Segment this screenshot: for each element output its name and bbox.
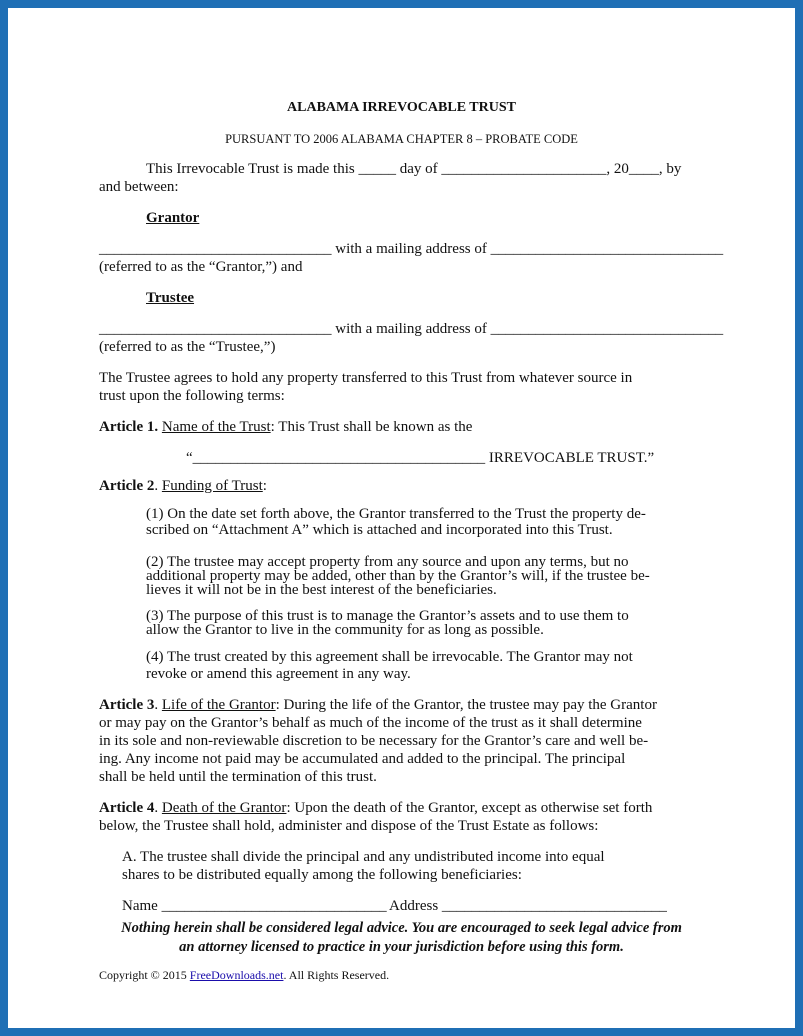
funding-item-1-line-1: (1) On the date set forth above, the Grantor transferred to the Trust the property de- <box>146 506 646 522</box>
beneficiary-name-field: Name ______________________________ <box>122 898 387 914</box>
agreement-line-2: trust upon the following terms: <box>99 388 285 404</box>
article-3-line-5: shall be held until the termination of this trust. <box>99 769 377 785</box>
article-3-line-3: in its sole and non-reviewable discretion to be necessary for the Grantor’s care and well be- <box>99 733 649 749</box>
article-4-item-a-line-2: shares to be distributed equally among the following beneficiaries: <box>122 867 522 883</box>
article-3-label: Article 3 <box>99 697 155 713</box>
intro-line-1: This Irrevocable Trust is made this _____ day of ______________________, 20____, by <box>146 161 682 177</box>
funding-item-2-line-2: additional property may be added, other than by the Grantor’s will, if the trustee be- <box>146 568 650 584</box>
intro-line-2: and between: <box>99 179 179 195</box>
funding-item-3-line-1: (3) The purpose of this trust is to manage the Grantor’s assets and to use them to <box>146 608 629 624</box>
funding-item-1-line-2: scribed on “Attachment A” which is attached and incorporated into this Trust. <box>146 522 613 538</box>
trustee-line: _______________________________ with a mailing address of _______________________________ <box>99 321 724 337</box>
trustee-reference: (referred to as the “Trustee,”) <box>99 339 276 355</box>
article-2: Article 2. Funding of Trust: <box>99 478 267 494</box>
article-3-line-2: or may pay on the Grantor’s behalf as much of the income of the trust as it shall determine <box>99 715 642 731</box>
funding-item-4-line-1: (4) The trust created by this agreement shall be irrevocable. The Grantor may not <box>146 649 633 665</box>
trust-name-line: “_______________________________________ IRREVOCABLE TRUST.” <box>186 450 655 466</box>
article-4-label: Article 4 <box>99 800 155 816</box>
agreement-line-1: The Trustee agrees to hold any property transferred to this Trust from whatever source in <box>99 370 633 386</box>
article-1 <box>99 418 472 436</box>
article-4-heading: Death of the Grantor <box>161 800 287 816</box>
article-3-heading: Life of the Grantor <box>161 697 276 713</box>
article-2-label: Article 2 <box>99 478 155 494</box>
funding-item-3-line-2: allow the Grantor to live in the community for as long as possible. <box>146 622 544 638</box>
funding-item-2-line-3: lieves it will not be in the best interest of the beneficiaries. <box>146 582 497 598</box>
document-subtitle: PURSUANT TO 2006 ALABAMA CHAPTER 8 – PROBATE CODE <box>225 132 578 146</box>
grantor-heading: Grantor <box>146 210 200 226</box>
trustee-heading: Trustee <box>146 290 195 306</box>
article-1-label: Article 1. <box>99 419 159 435</box>
article-4-line-2: below, the Trustee shall hold, administer and dispose of the Trust Estate as follows: <box>99 818 599 834</box>
funding-item-4-line-2: revoke or amend this agreement in any way. <box>146 666 411 682</box>
document-page <box>8 8 795 1028</box>
beneficiary-address-field: Address ______________________________ <box>389 898 667 914</box>
article-2-heading: Funding of Trust <box>161 478 263 494</box>
disclaimer-line-2: an attorney licensed to practice in your jurisdiction before using this form. <box>179 939 624 955</box>
document-title: ALABAMA IRREVOCABLE TRUST <box>287 100 516 115</box>
article-4: Article 4. Death of the Grantor: Upon the death of the Grantor, except as otherwise set forth <box>99 800 653 816</box>
funding-item-2-line-1: (2) The trustee may accept property from any source and upon any terms, but no <box>146 554 629 570</box>
copyright-notice: Copyright © 2015 FreeDownloads.net. All Rights Reserved. <box>99 968 390 982</box>
article-3: Article 3. Life of the Grantor: During the life of the Grantor, the trustee may pay the Grantor <box>99 697 657 713</box>
article-1-heading: Name of the Trust <box>161 419 271 435</box>
article-1-text: : This Trust shall be known as the <box>270 419 473 435</box>
article-3-line-4: ing. Any income not paid may be accumulated and added to the principal. The principal <box>99 751 626 767</box>
grantor-reference: (referred to as the “Grantor,”) and <box>99 259 303 275</box>
disclaimer-line-1: Nothing herein shall be considered legal advice. You are encouraged to seek legal advice from <box>121 920 682 936</box>
grantor-line: _______________________________ with a mailing address of _______________________________ <box>99 241 724 257</box>
article-4-item-a-line-1: A. The trustee shall divide the principal and any undistributed income into equal <box>122 849 605 865</box>
freedownloads-link[interactable]: FreeDownloads.net <box>189 968 284 982</box>
